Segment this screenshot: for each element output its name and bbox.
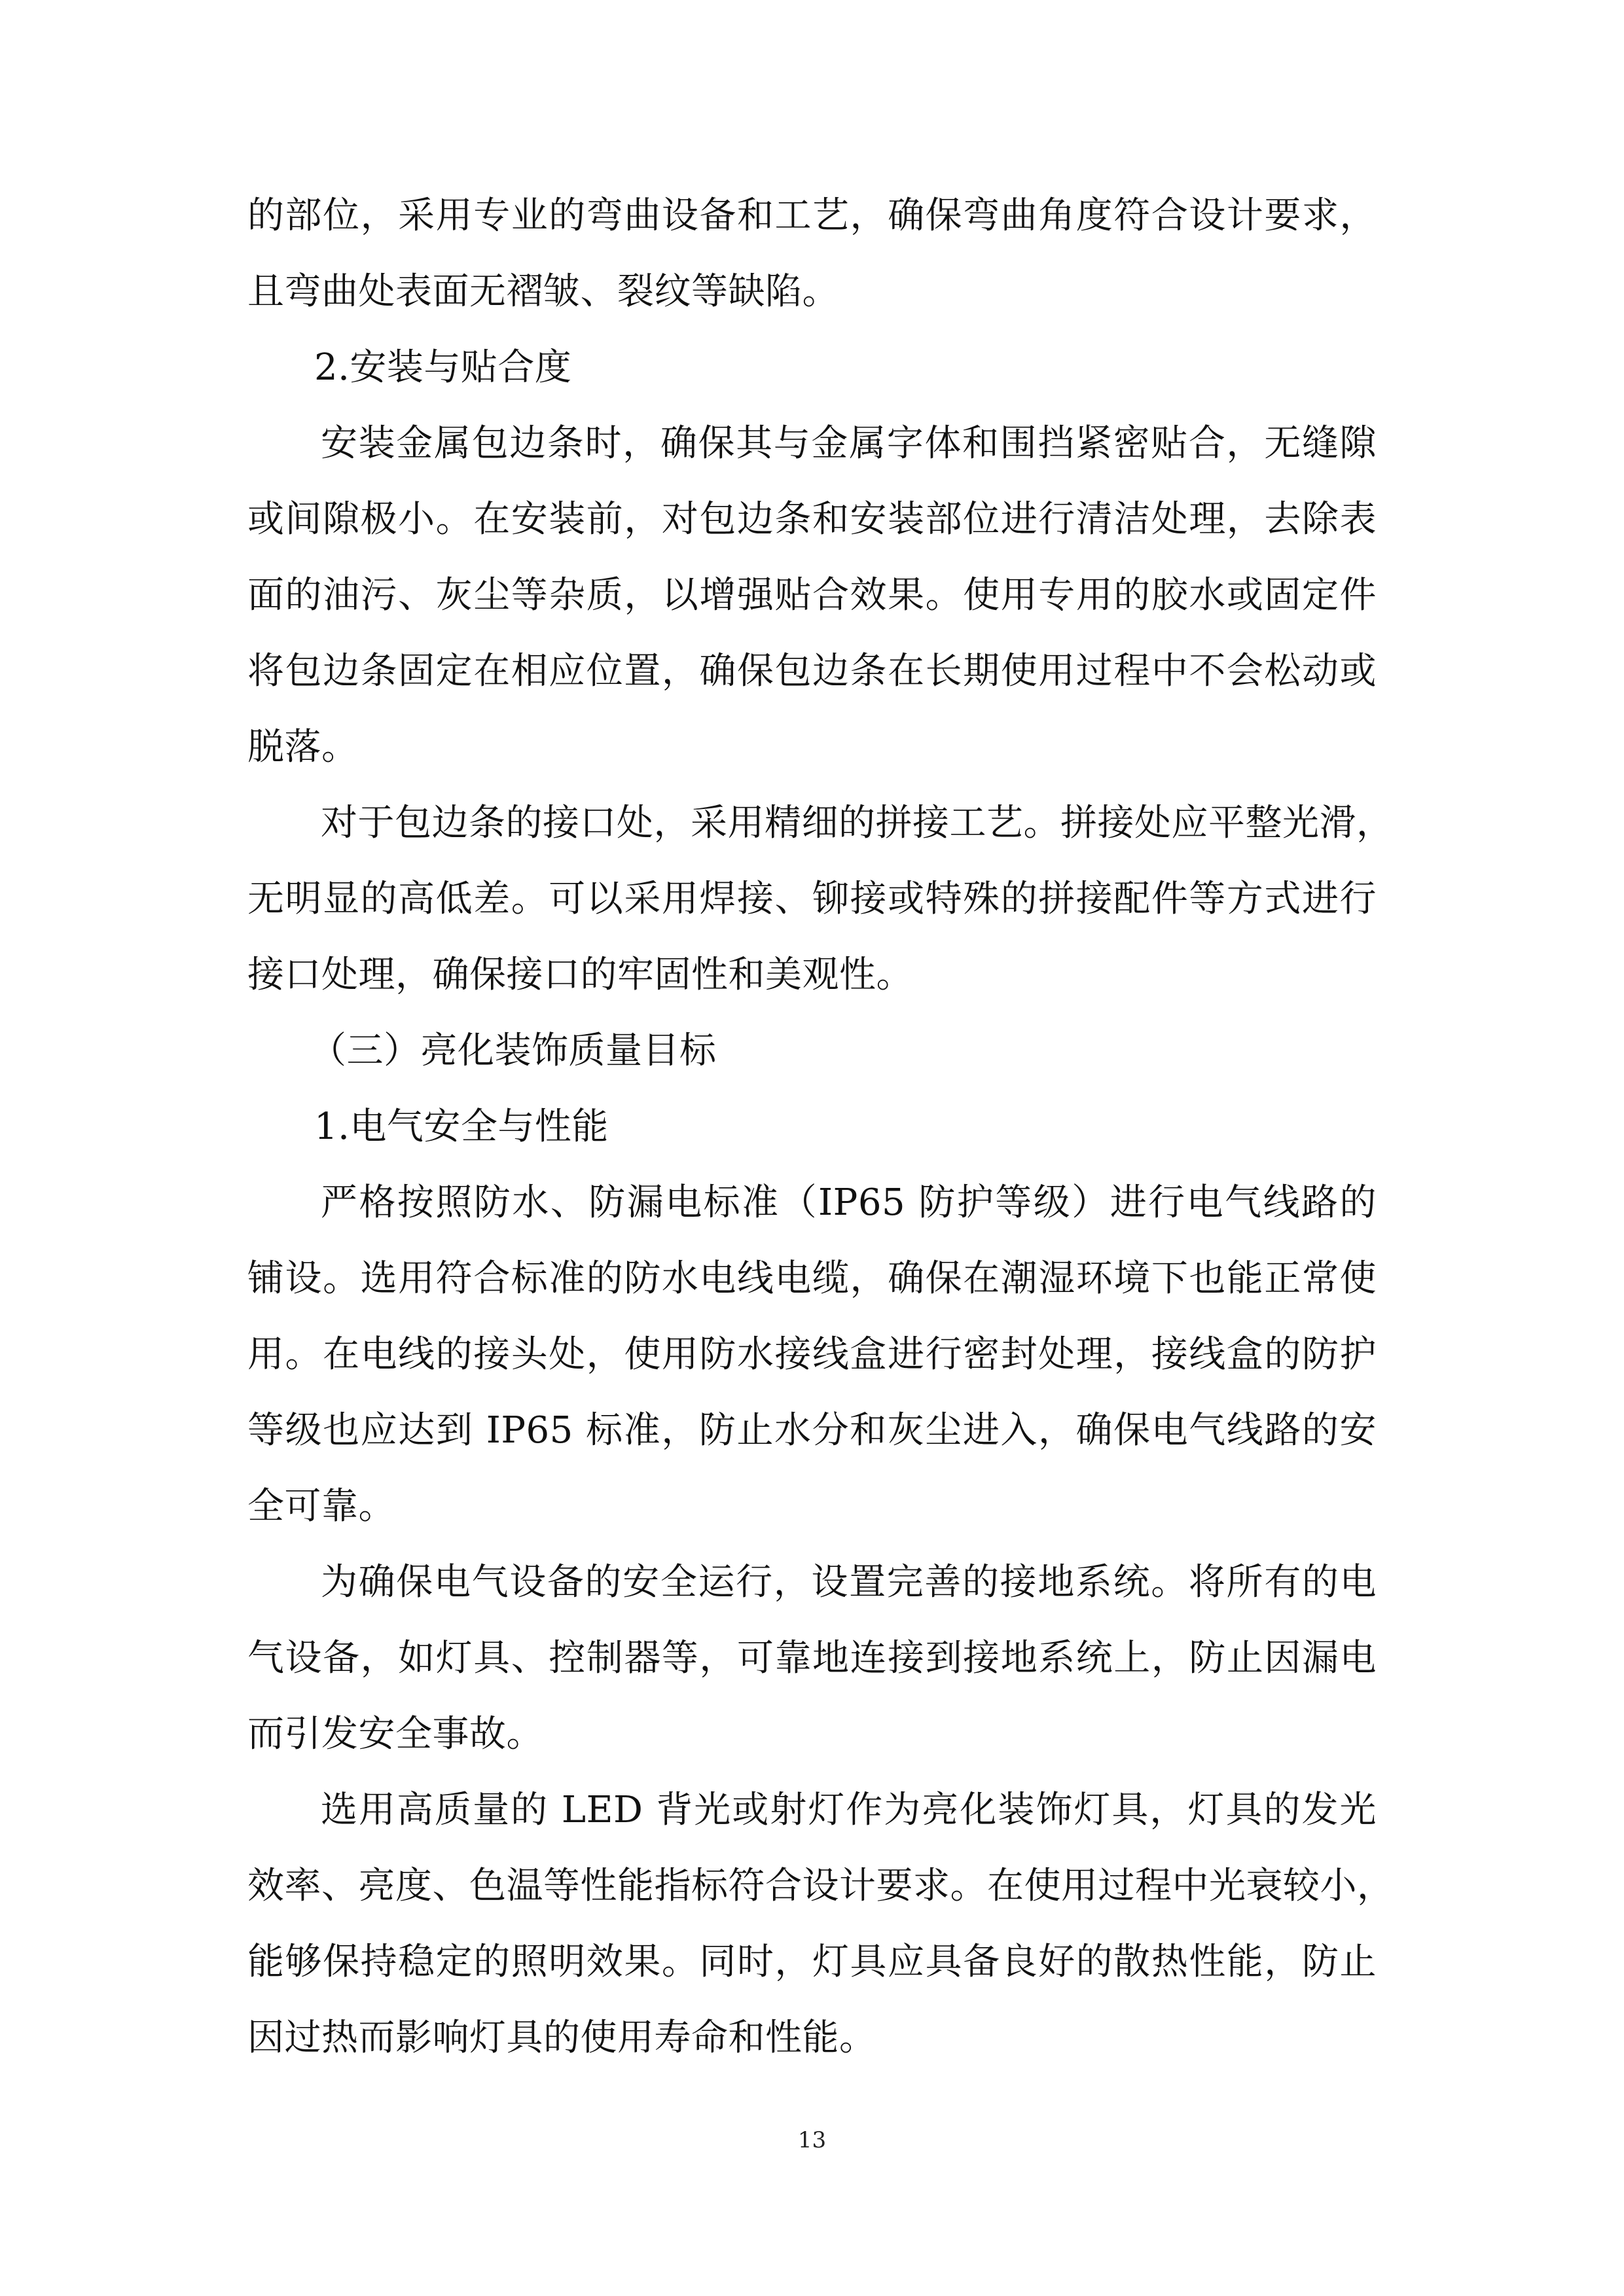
paragraph-line: 能够保持稳定的照明效果。同时，灯具应具备良好的散热性能，防止 xyxy=(247,1941,1377,1983)
paragraph-line: 等级也应达到 IP65 标准，防止水分和灰尘进入，确保电气线路的安 xyxy=(247,1409,1377,1452)
paragraph-line: 铺设。选用符合标准的防水电线电缆，确保在潮湿环境下也能正常使 xyxy=(247,1257,1377,1300)
paragraph-line: 用。在电线的接头处，使用防水接线盒进行密封处理，接线盒的防护 xyxy=(247,1333,1377,1376)
paragraph-line: 且弯曲处表面无褶皱、裂纹等缺陷。 xyxy=(247,270,839,313)
paragraph-line: 或间隙极小。在安装前，对包边条和安装部位进行清洁处理，去除表 xyxy=(247,498,1377,541)
document-body xyxy=(247,178,1394,2076)
paragraph-line: 而引发安全事故。 xyxy=(247,1713,543,1755)
subheading: 1.电气安全与性能 xyxy=(314,1105,609,1148)
paragraph-line: 面的油污、灰尘等杂质，以增强贴合效果。使用专用的胶水或固定件 xyxy=(247,574,1377,617)
paragraph-line: 对于包边条的接口处，采用精细的拼接工艺。拼接处应平整光滑， xyxy=(321,802,1394,844)
paragraph-line: 接口处理，确保接口的牢固性和美观性。 xyxy=(247,954,913,996)
paragraph-line: 无明显的高低差。可以采用焊接、铆接或特殊的拼接配件等方式进行 xyxy=(247,878,1377,920)
paragraph-line: 为确保电气设备的安全运行，设置完善的接地系统。将所有的电 xyxy=(321,1561,1377,1604)
page-number: 13 xyxy=(797,2127,827,2153)
paragraph-line: 将包边条固定在相应位置，确保包边条在长期使用过程中不会松动或 xyxy=(247,650,1377,692)
subheading: 2.安装与贴合度 xyxy=(314,346,572,389)
section-heading: （三）亮化装饰质量目标 xyxy=(310,1030,717,1072)
paragraph-line: 因过热而影响灯具的使用寿命和性能。 xyxy=(247,2017,876,2059)
paragraph-line: 严格按照防水、防漏电标准（IP65 防护等级）进行电气线路的 xyxy=(321,1181,1377,1224)
paragraph-line: 的部位，采用专业的弯曲设备和工艺，确保弯曲角度符合设计要求， xyxy=(247,194,1377,237)
paragraph-line: 效率、亮度、色温等性能指标符合设计要求。在使用过程中光衰较小， xyxy=(247,1865,1394,1907)
paragraph-line: 安装金属包边条时，确保其与金属字体和围挡紧密贴合，无缝隙 xyxy=(321,422,1377,465)
paragraph-line: 气设备，如灯具、控制器等，可靠地连接到接地系统上，防止因漏电 xyxy=(247,1637,1377,1679)
paragraph-line: 脱落。 xyxy=(247,726,359,768)
paragraph-line: 全可靠。 xyxy=(247,1485,395,1528)
paragraph-line: 选用高质量的 LED 背光或射灯作为亮化装饰灯具，灯具的发光 xyxy=(321,1789,1377,1831)
